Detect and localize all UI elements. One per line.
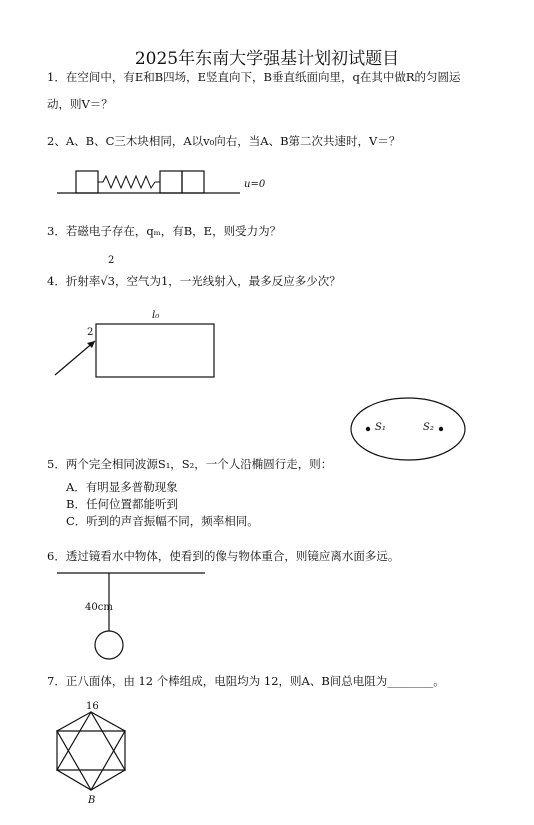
option-b: B．任何位置都能听到 (66, 497, 178, 511)
page-title: 2025年东南大学强基计划初试题目 (134, 49, 400, 69)
question-5: 5．两个完全相同波源S₁，S₂，一个人沿椭圆行走，则： (47, 457, 333, 471)
q2-speed-label: u=0 (244, 179, 266, 190)
question-7: 7．正八面体，由 12 个棒组成，电阻均为 12，则A、B间总电阻为________。 (47, 674, 445, 688)
question-6: 6．透过镜看水中物体，使看到的像与物体重合，则镜应离水面多远。 (47, 549, 400, 563)
q4-side-label: 2 (87, 327, 94, 338)
q4-length-label: l₀ (152, 310, 160, 321)
source-s1-label: S₁ (375, 422, 386, 433)
hexagon-outline (57, 712, 125, 790)
option-c: C．听到的声音振幅不同，频率相同。 (66, 514, 259, 528)
question-3: 3．若磁电子存在，qₘ，有B，E，则受力为？ (47, 224, 282, 238)
source-s2-label: S₂ (423, 422, 434, 433)
triangle-down (57, 731, 125, 790)
q4-fraction-numerator: 2 (108, 255, 115, 266)
q7-top-label: 16 (86, 701, 99, 712)
q7-bottom-label: B (88, 795, 96, 806)
question-4: 4．折射率√3，空气为1，一光线射入，最多反应多少次？ (47, 274, 341, 288)
triangle-up (57, 712, 125, 770)
option-a: A．有明显多普勒现象 (66, 480, 178, 494)
question-1-line-1: 1．在空间中，有E和B四场，E竖直向下，B垂直纸面向里，q在其中做R的匀圆运 (47, 70, 461, 84)
question-1-line-2: 动，则V＝？ (47, 97, 113, 111)
q6-depth-label: 40cm (85, 602, 113, 613)
question-2: 2、A、B、C三木块相同，A以v₀向右，当A、B第二次共速时，V＝？ (47, 134, 401, 148)
